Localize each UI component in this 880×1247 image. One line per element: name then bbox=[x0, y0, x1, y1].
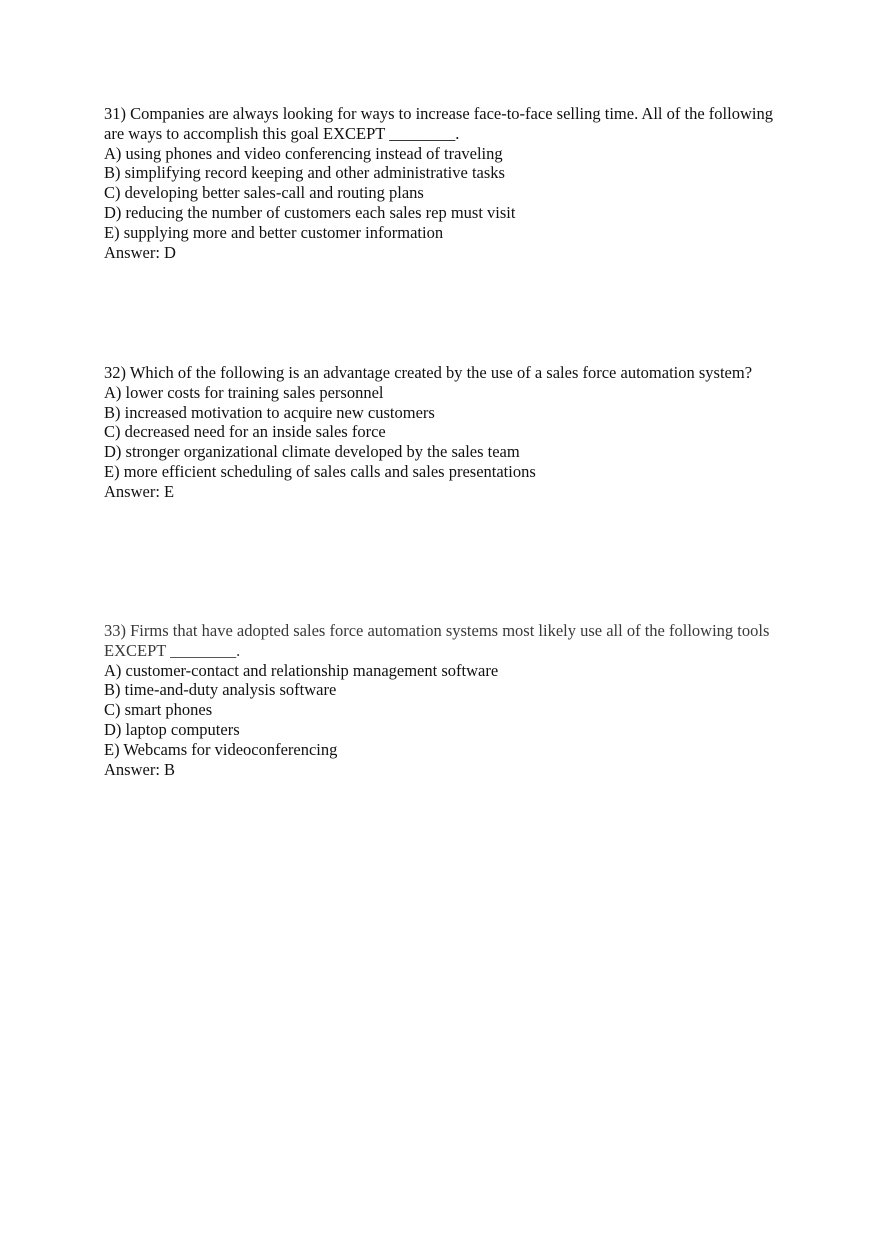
option-b: B) increased motivation to acquire new customers bbox=[104, 402, 435, 422]
option-a: A) lower costs for training sales personnel bbox=[104, 382, 384, 402]
question-stem: 32) Which of the following is an advantage created by the use of a sales force automation system? bbox=[104, 363, 753, 382]
question-stem: 31) Companies are always looking for ways to increase face-to-face selling time. All of the following are ways to accomplish this goal EXCEPT ________. bbox=[104, 104, 773, 143]
option-d: D) reducing the number of customers each sales rep must visit bbox=[104, 202, 516, 222]
question-stem: 33) Firms that have adopted sales force automation systems most likely use all of the following tools EXCEPT ________. bbox=[104, 621, 770, 660]
option-e: E) Webcams for videoconferencing bbox=[104, 739, 338, 759]
option-c: C) decreased need for an inside sales force bbox=[104, 422, 386, 442]
option-e: E) supplying more and better customer information bbox=[104, 222, 444, 242]
option-c: C) smart phones bbox=[104, 700, 213, 720]
question-31 bbox=[104, 104, 784, 262]
option-b: B) simplifying record keeping and other administrative tasks bbox=[104, 163, 505, 183]
option-d: D) stronger organizational climate developed by the sales team bbox=[104, 442, 520, 462]
option-d: D) laptop computers bbox=[104, 719, 240, 739]
option-e: E) more efficient scheduling of sales calls and sales presentations bbox=[104, 461, 536, 481]
answer-line: Answer: E bbox=[104, 481, 175, 501]
option-c: C) developing better sales-call and routing plans bbox=[104, 183, 424, 203]
question-33 bbox=[104, 621, 784, 779]
answer-line: Answer: D bbox=[104, 242, 176, 262]
question-32 bbox=[104, 363, 784, 502]
option-b: B) time-and-duty analysis software bbox=[104, 680, 337, 700]
option-a: A) customer-contact and relationship management software bbox=[104, 660, 499, 680]
answer-line: Answer: B bbox=[104, 759, 176, 779]
option-a: A) using phones and video conferencing instead of traveling bbox=[104, 143, 503, 163]
